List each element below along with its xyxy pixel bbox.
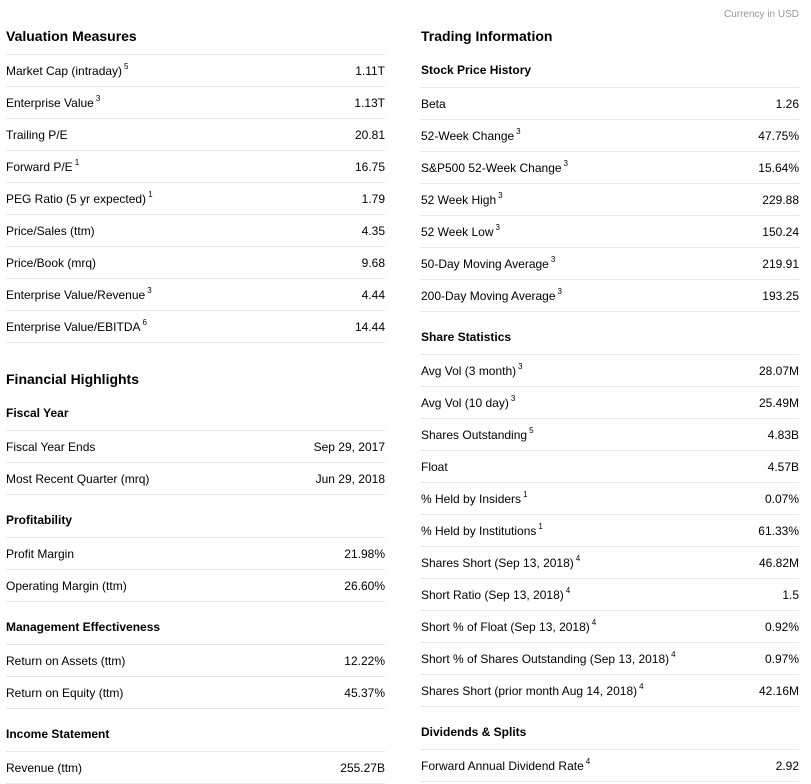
- row-label: [421, 193, 503, 207]
- table-row: [421, 386, 799, 418]
- row-value: 1.26: [775, 97, 799, 111]
- table-row: [6, 644, 385, 676]
- row-label-text: Short Ratio (Sep 13, 2018): [421, 588, 564, 602]
- row-label-text: 52 Week Low: [421, 225, 494, 239]
- table-row: [6, 86, 385, 118]
- row-label-text: Shares Outstanding: [421, 428, 528, 442]
- row-value: 0.97%: [764, 652, 799, 666]
- footnote-marker: 4: [575, 554, 581, 563]
- row-label-text: Enterprise Value/Revenue: [6, 288, 146, 302]
- footnote-marker: 4: [591, 618, 597, 627]
- row-label-text: Short % of Float (Sep 13, 2018): [421, 620, 590, 634]
- trading-information-title: Trading Information: [421, 28, 553, 44]
- row-value: 0.07%: [764, 492, 799, 506]
- footnote-marker: 3: [557, 287, 562, 296]
- row-label-text: Shares Short (Sep 13, 2018): [421, 556, 574, 570]
- row-value: 46.82M: [758, 556, 799, 570]
- row-label: [6, 472, 149, 486]
- row-value: 150.24: [762, 225, 799, 239]
- row-value: 4.35: [361, 224, 385, 238]
- profitability-title: Profitability: [6, 513, 73, 527]
- row-label-text: Forward P/E: [6, 160, 73, 174]
- row-label: [6, 288, 152, 302]
- row-label-text: 52-Week Change: [421, 129, 515, 143]
- share-statistics-title: Share Statistics: [421, 330, 512, 344]
- row-label-text: Most Recent Quarter (mrq): [6, 472, 150, 486]
- row-label-text: Market Cap (intraday): [6, 64, 123, 78]
- row-value: 4.83B: [767, 428, 799, 442]
- row-value: 15.64%: [758, 161, 799, 175]
- row-label: [421, 492, 528, 506]
- income-statement-title: Income Statement: [6, 727, 110, 741]
- table-row: [421, 749, 799, 782]
- footnote-marker: 4: [671, 650, 676, 659]
- row-value: 1.13T: [354, 96, 385, 110]
- row-label: [6, 547, 74, 561]
- row-label: [6, 686, 123, 700]
- row-label: [6, 320, 147, 334]
- row-label: [6, 579, 127, 593]
- share-statistics-table: [421, 354, 799, 707]
- row-value: 28.07M: [758, 364, 799, 378]
- row-label-text: Float: [421, 460, 448, 474]
- table-row: [421, 183, 799, 215]
- table-row: [6, 676, 385, 709]
- row-label-text: Forward Annual Dividend Rate: [421, 759, 584, 773]
- row-label: [6, 96, 100, 110]
- row-label-text: Price/Book (mrq): [6, 256, 97, 270]
- row-label-text: 200-Day Moving Average: [421, 289, 556, 303]
- table-row: [6, 462, 385, 495]
- row-label: [421, 97, 446, 111]
- currency-note: Currency in USD: [723, 9, 799, 20]
- row-label-text: Profit Margin: [6, 547, 75, 561]
- footnote-marker: 3: [510, 394, 516, 403]
- row-value: 4.44: [361, 288, 385, 302]
- footnote-marker: 3: [550, 255, 556, 264]
- row-value: 219.91: [762, 257, 799, 271]
- row-label: [6, 160, 79, 174]
- row-value: 16.75: [354, 160, 385, 174]
- row-label-text: Revenue (ttm): [6, 761, 83, 775]
- table-row: [421, 151, 799, 183]
- row-value: 0.92%: [764, 620, 799, 634]
- profitability-table: [6, 537, 385, 602]
- row-label-text: Trailing P/E: [6, 128, 68, 142]
- valuation-measures-title: Valuation Measures: [6, 28, 137, 44]
- row-value: 1.11T: [355, 64, 385, 78]
- row-label: [421, 652, 676, 666]
- table-row: [6, 118, 385, 150]
- table-row: [421, 247, 799, 279]
- row-label-text: Return on Assets (ttm): [6, 654, 126, 668]
- row-label: [421, 129, 521, 143]
- table-row: [421, 279, 799, 312]
- row-label-text: Return on Equity (ttm): [6, 686, 124, 700]
- row-label: [6, 654, 125, 668]
- row-label-text: % Held by Insiders: [421, 492, 522, 506]
- row-value: 45.37%: [344, 686, 385, 700]
- row-value: 9.68: [361, 256, 385, 270]
- fiscal-year-table: [6, 430, 385, 495]
- table-row: [421, 674, 799, 707]
- dividends-splits-table: [421, 749, 799, 782]
- row-label: [6, 128, 68, 142]
- footnote-marker: 3: [495, 223, 500, 232]
- footnote-marker: 1: [523, 490, 528, 499]
- row-label: [421, 588, 570, 602]
- financial-highlights-title: Financial Highlights: [6, 371, 140, 387]
- row-label: [421, 460, 448, 474]
- row-label: [421, 684, 644, 698]
- table-row: [6, 751, 385, 784]
- row-label-text: Price/Sales (ttm): [6, 224, 95, 238]
- table-row: [421, 119, 799, 151]
- footnote-marker: 6: [142, 318, 147, 327]
- table-row: [421, 514, 799, 546]
- table-row: [421, 578, 799, 610]
- row-label-text: Avg Vol (3 month): [421, 364, 517, 378]
- row-label: [6, 224, 95, 238]
- row-label-text: Short % of Shares Outstanding (Sep 13, 2018): [421, 652, 670, 666]
- row-label: [6, 440, 95, 454]
- table-row: [421, 87, 799, 119]
- stock-price-history-title: Stock Price History: [421, 63, 532, 77]
- footnote-marker: 4: [585, 757, 591, 766]
- row-label: [421, 759, 590, 773]
- row-value: Jun 29, 2018: [315, 472, 385, 486]
- footnote-marker: 4: [565, 586, 571, 595]
- row-value: 26.60%: [344, 579, 385, 593]
- row-value: Sep 29, 2017: [313, 440, 385, 454]
- row-value: 229.88: [762, 193, 799, 207]
- row-value: 193.25: [762, 289, 799, 303]
- table-row: [421, 482, 799, 514]
- management-effectiveness-title: Management Effectiveness: [6, 620, 161, 634]
- footnote-marker: 1: [148, 190, 153, 199]
- row-label-text: S&P500 52-Week Change: [421, 161, 562, 175]
- table-row: [421, 642, 799, 674]
- row-value: 255.27B: [340, 761, 385, 775]
- row-value: 21.98%: [344, 547, 385, 561]
- stock-price-history-table: [421, 87, 799, 312]
- table-row: [6, 278, 385, 310]
- footnote-marker: 5: [124, 62, 129, 71]
- fiscal-year-title: Fiscal Year: [6, 406, 69, 420]
- row-label: [6, 64, 129, 78]
- row-label: [6, 256, 96, 270]
- row-label: [421, 225, 500, 239]
- table-row: [6, 537, 385, 569]
- row-label-text: % Held by Institutions: [421, 524, 537, 538]
- row-label-text: Enterprise Value: [6, 96, 94, 110]
- row-value: 12.22%: [344, 654, 385, 668]
- row-value: 1.79: [361, 192, 385, 206]
- table-row: [421, 450, 799, 482]
- row-label-text: PEG Ratio (5 yr expected): [6, 192, 147, 206]
- row-label: [421, 556, 580, 570]
- row-value: 61.33%: [758, 524, 799, 538]
- footnote-marker: 4: [639, 682, 644, 691]
- table-row: [6, 54, 385, 86]
- table-row: [6, 214, 385, 246]
- row-label-text: Operating Margin (ttm): [6, 579, 127, 593]
- management-effectiveness-table: [6, 644, 385, 709]
- row-label-text: Beta: [421, 97, 446, 111]
- footnote-marker: 3: [518, 362, 523, 371]
- table-row: [421, 610, 799, 642]
- row-label: [6, 192, 153, 206]
- footnote-marker: 3: [95, 94, 101, 103]
- row-label: [421, 524, 543, 538]
- row-label-text: Enterprise Value/EBITDA: [6, 320, 141, 334]
- footnote-marker: 1: [538, 522, 543, 531]
- row-value: 42.16M: [758, 684, 799, 698]
- row-label-text: Shares Short (prior month Aug 14, 2018): [421, 684, 638, 698]
- table-row: [421, 418, 799, 450]
- row-value: 1.5: [782, 588, 799, 602]
- row-label-text: 52 Week High: [421, 193, 497, 207]
- row-value: 20.81: [354, 128, 385, 142]
- row-label: [421, 620, 596, 634]
- row-label-text: Avg Vol (10 day): [421, 396, 509, 410]
- row-label: [421, 428, 534, 442]
- table-row: [6, 430, 385, 462]
- income-statement-table: [6, 751, 385, 784]
- footnote-marker: 3: [147, 286, 152, 295]
- row-label: [421, 257, 555, 271]
- row-label: [421, 161, 568, 175]
- table-row: [6, 150, 385, 182]
- footnote-marker: 3: [563, 159, 568, 168]
- row-value: 4.57B: [767, 460, 799, 474]
- table-row: [6, 569, 385, 602]
- row-value: 25.49M: [758, 396, 799, 410]
- footnote-marker: 3: [516, 127, 521, 136]
- dividends-splits-title: Dividends & Splits: [421, 725, 527, 739]
- table-row: [421, 215, 799, 247]
- footnote-marker: 5: [529, 426, 534, 435]
- table-row: [421, 546, 799, 578]
- table-row: [421, 354, 799, 386]
- row-label: [421, 396, 515, 410]
- table-row: [6, 246, 385, 278]
- row-value: 14.44: [354, 320, 385, 334]
- row-value: 47.75%: [758, 129, 799, 143]
- row-value: 2.92: [775, 759, 799, 773]
- row-label-text: Fiscal Year Ends: [6, 440, 96, 454]
- row-label: [421, 364, 523, 378]
- footnote-marker: 1: [74, 158, 80, 167]
- table-row: [6, 310, 385, 343]
- row-label-text: 50-Day Moving Average: [421, 257, 549, 271]
- table-row: [6, 182, 385, 214]
- valuation-measures-table: [6, 54, 385, 343]
- row-label: [421, 289, 562, 303]
- footnote-marker: 3: [498, 191, 503, 200]
